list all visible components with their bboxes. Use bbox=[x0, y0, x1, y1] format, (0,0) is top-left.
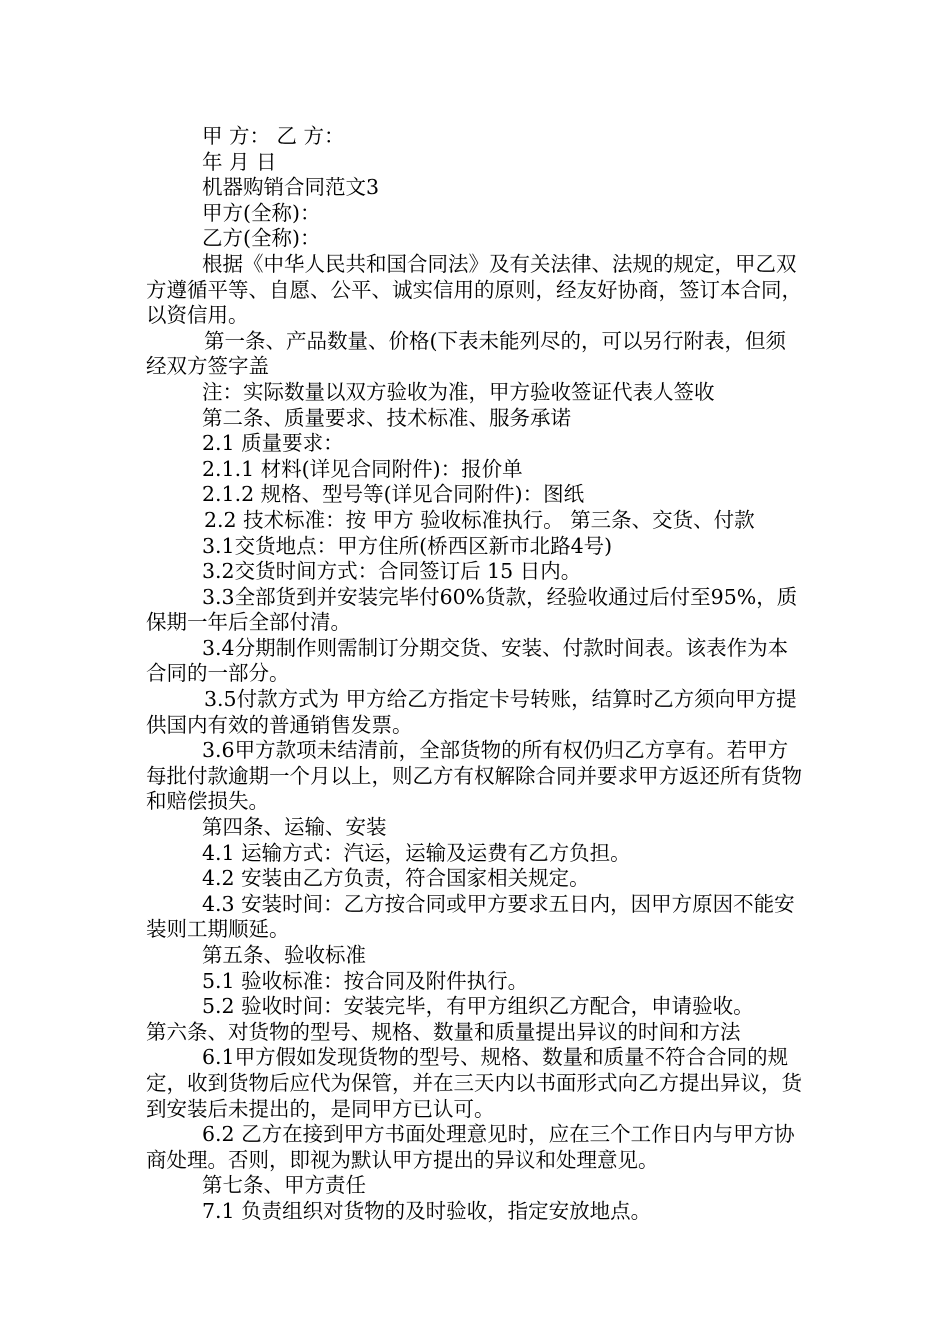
clause-4-2: 4.2 安装由乙方负责，符合国家相关规定。 bbox=[202, 866, 590, 891]
preamble-paragraph: 根据《中华人民共和国合同法》及有关法律、法规的规定，甲乙双方遵循平等、自愿、公平、诚实信用的原则，经友好协商，签订本合同，以资信用。 bbox=[146, 251, 802, 328]
article-4-heading: 第四条、运输、安装 bbox=[202, 815, 387, 840]
date-line: 年 月 日 bbox=[202, 149, 277, 174]
clause-5-2: 5.2 验收时间：安装完毕，有甲方组织乙方配合，申请验收。 bbox=[202, 994, 754, 1019]
clause-2-1-1: 2.1.1 材料(详见合同附件)：报价单 bbox=[202, 456, 523, 481]
article-1-heading: 第一条、产品数量、价格(下表未能列尽的，可以另行附表，但须经双方签字盖 bbox=[146, 328, 786, 379]
clause-3-3: 3.3全部货到并安装完毕付60%货款，经验收通过后付至95%，质保期一年后全部付清。 bbox=[146, 584, 798, 635]
clause-3-2: 3.2交货时间方式：合同签订后 15 日内。 bbox=[202, 559, 582, 584]
article-2-heading: 第二条、质量要求、技术标准、服务承诺 bbox=[202, 405, 571, 430]
document-page bbox=[146, 124, 806, 1225]
clause-5-1: 5.1 验收标准：按合同及附件执行。 bbox=[202, 968, 529, 993]
clause-6-2: 6.2 乙方在接到甲方书面处理意见时，应在三个工作日内与甲方协商处理。否则，即视为默认甲方提出的异议和处理意见。 bbox=[146, 1122, 795, 1172]
clause-6-1: 6.1甲方假如发现货物的型号、规格、数量和质量不符合合同的规定，收到货物后应代为保管，并在三天内以书面形式向乙方提出异议，货到安装后未提出的，是同甲方已认可。 bbox=[146, 1045, 802, 1121]
clause-3-5: 3.5付款方式为 甲方给乙方指定卡号转账，结算时乙方须向甲方提供国内有效的普通销售发票。 bbox=[146, 687, 797, 737]
clause-7-1: 7.1 负责组织对货物的及时验收，指定安放地点。 bbox=[202, 1198, 652, 1223]
clause-4-3: 4.3 安装时间：乙方按合同或甲方要求五日内，因甲方原因不能安装则工期顺延。 bbox=[146, 891, 795, 942]
clause-2-2: 2.2 技术标准：按 甲方 验收标准执行。 第三条、交货、付款 bbox=[204, 507, 755, 532]
party-b-line: 乙方(全称)： bbox=[202, 226, 321, 251]
article-5-heading: 第五条、验收标准 bbox=[202, 943, 366, 967]
clause-2-1: 2.1 质量要求： bbox=[202, 431, 344, 456]
article-7-heading: 第七条、甲方责任 bbox=[202, 1173, 366, 1198]
clause-3-1: 3.1交货地点：甲方住所(桥西区新市北路4号) bbox=[202, 533, 613, 558]
document-title: 机器购销合同范文3 bbox=[202, 175, 380, 200]
clause-2-1-2: 2.1.2 规格、型号等(详见合同附件)：图纸 bbox=[202, 482, 585, 507]
note-paragraph: 注：实际数量以双方验收为准，甲方验收签证代表人签收 bbox=[202, 379, 715, 404]
clause-4-1: 4.1 运输方式：汽运，运输及运费有乙方负担。 bbox=[202, 840, 631, 865]
signature-parties-line: 甲 方： 乙 方： bbox=[202, 124, 345, 148]
clause-3-6: 3.6甲方款项未结清前，全部货物的所有权仍归乙方享有。若甲方每批付款逾期一个月以上，则乙方有权解除合同并要求甲方返还所有货物和赔偿损失。 bbox=[146, 738, 802, 814]
party-a-line: 甲方(全称)： bbox=[202, 200, 321, 225]
clause-3-4: 3.4分期制作则需制订分期交货、安装、付款时间表。该表作为本合同的一部分。 bbox=[146, 635, 789, 686]
article-6-heading: 第六条、对货物的型号、规格、数量和质量提出异议的时间和方法 bbox=[146, 1019, 741, 1044]
